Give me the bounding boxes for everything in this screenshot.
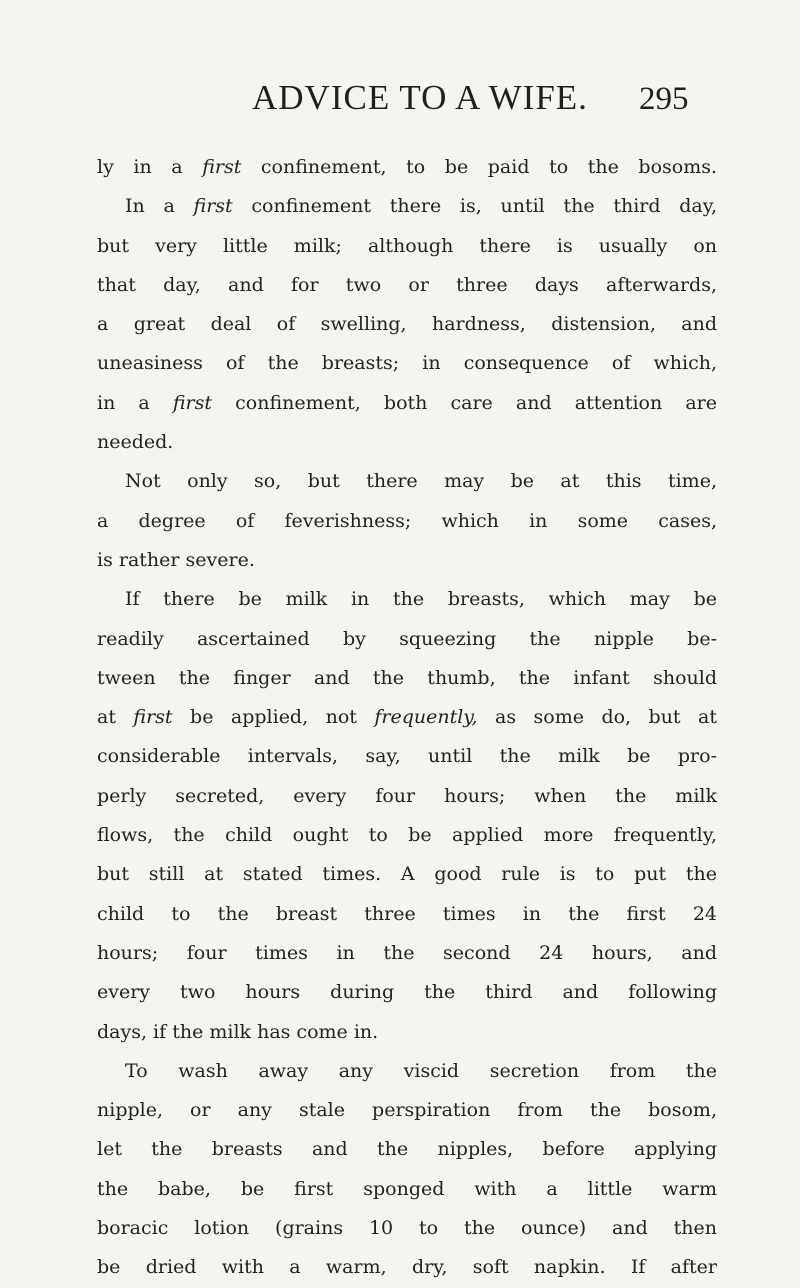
text-line: is rather severe.	[97, 548, 255, 571]
text-line: perly secreted, every four hours; when the milk	[97, 784, 717, 807]
text-line: boracic lotion (grains 10 to the ounce) and then	[97, 1217, 717, 1240]
text-line: a degree of feverishness; which in some cases,	[97, 509, 717, 532]
text-line: a great deal of swelling, hardness, distension, and	[97, 313, 717, 336]
text-line: uneasiness of the breasts; in consequence of which,	[97, 352, 717, 375]
text-line: If there be milk in the breasts, which may be	[125, 588, 717, 611]
text-line: needed.	[97, 431, 174, 454]
text-line: let the breasts and the nipples, before applying	[97, 1138, 717, 1161]
text-line: in a first confinement, both care and attention are	[97, 391, 717, 414]
text-line: readily ascertained by squeezing the nipple be-	[97, 627, 717, 650]
page-number: 295	[639, 81, 689, 117]
body-text	[97, 148, 717, 1288]
text-line: days, if the milk has come in.	[97, 1020, 379, 1043]
running-head: ADVICE TO A WIFE.	[252, 78, 588, 117]
text-line: nipple, or any stale perspiration from the bosom,	[97, 1099, 717, 1122]
page-header	[0, 78, 800, 118]
text-line: In a first confinement there is, until the third day,	[125, 195, 717, 218]
text-line: at first be applied, not frequently, as some do, but at	[97, 706, 717, 729]
text-line: but still at stated times. A good rule is to put the	[97, 863, 717, 886]
text-line: hours; four times in the second 24 hours, and	[97, 941, 717, 964]
text-line: be dried with a warm, dry, soft napkin. If after	[97, 1256, 717, 1279]
text-line: Not only so, but there may be at this time,	[125, 470, 717, 493]
text-line: considerable intervals, say, until the milk be pro-	[97, 745, 717, 768]
text-line: every two hours during the third and following	[97, 981, 717, 1004]
text-line: ly in a first confinement, to be paid to the bosoms.	[97, 156, 718, 178]
text-line: tween the finger and the thumb, the infant should	[97, 666, 717, 689]
text-line: the babe, be first sponged with a little warm	[97, 1177, 717, 1200]
text-line: that day, and for two or three days afterwards,	[97, 273, 717, 296]
text-line: To wash away any viscid secretion from the	[125, 1059, 717, 1082]
text-line: but very little milk; although there is usually on	[97, 234, 717, 257]
text-line: child to the breast three times in the first 24	[97, 902, 717, 925]
text-line: flows, the child ought to be applied more frequently,	[97, 824, 717, 847]
